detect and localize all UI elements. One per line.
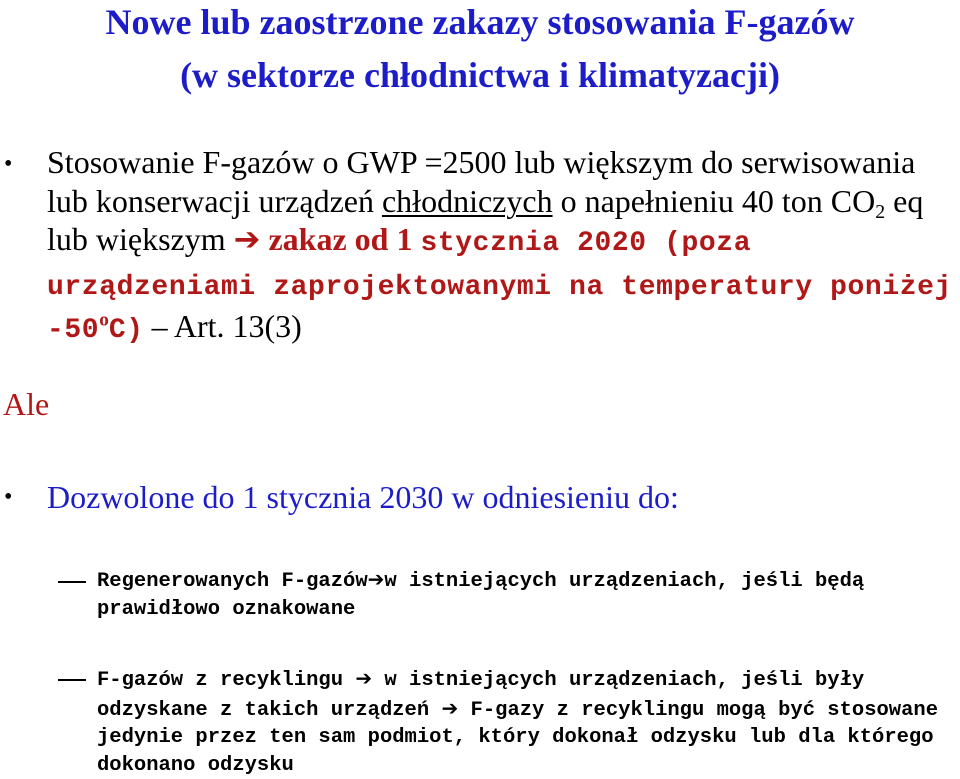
page-subtitle: (w sektorze chłodnictwa i klimatyzacji) [180,55,780,95]
right-arrow-icon: ➔ [355,666,373,690]
right-arrow-icon: ➔ [367,567,385,591]
sub-item-text: Regenerowanych F-gazów [97,570,368,593]
dash-separator: – [143,308,174,344]
sub-item-text: F-gazów z recyklingu [97,669,356,692]
degree-superscript: o [99,309,109,331]
bullet-item-gwp-ban [47,143,952,351]
bullet-marker: • [4,151,13,177]
bullet-item-allowed: Dozwolone do 1 stycznia 2030 w odniesieniu do: [47,479,679,515]
bullet-text: o napełnieniu 40 ton CO [552,182,876,219]
exception-text-end: C) [108,315,144,346]
dash-marker [58,581,86,583]
sub-item-recycled [97,665,957,779]
sub-item-regenerated [97,566,957,623]
underlined-term: chłodniczych [381,182,553,219]
sub-item-text: w istniejących urządzeniach, jeśli będą prawidłowo oznakowane [97,570,877,621]
right-arrow-icon: ➔ [233,220,261,258]
right-arrow-icon: ➔ [441,695,459,720]
exception-text: stycznia 2020 (poza urządzeniami zaprojektowanymi na temperatury poniżej -50 [47,228,952,346]
but-label: Ale [3,386,50,422]
article-reference: Art. 13(3) [173,308,302,344]
dash-marker [58,679,86,681]
subscript: 2 [875,200,886,223]
sub-item-text: F-gazy z recyklingu mogą być stosowane jedynie przez ten sam podmiot, który dokonał odzysku lub dla którego dokonano odzysku [97,698,951,777]
bullet-marker: • [4,484,13,510]
page-title: Nowe lub zaostrzone zakazy stosowania F-gazów [105,2,855,42]
bullet-text: Stosowanie F-gazów o GWP =2500 lub większym do serwisowania lub konserwacji urządzeń [47,144,916,219]
ban-date-text: zakaz od 1 [260,221,413,257]
bullet-text: eq lub większym [47,182,924,257]
sub-item-text: w istniejących urządzeniach, jeśli były odzyskane z takich urządzeń [97,669,877,722]
